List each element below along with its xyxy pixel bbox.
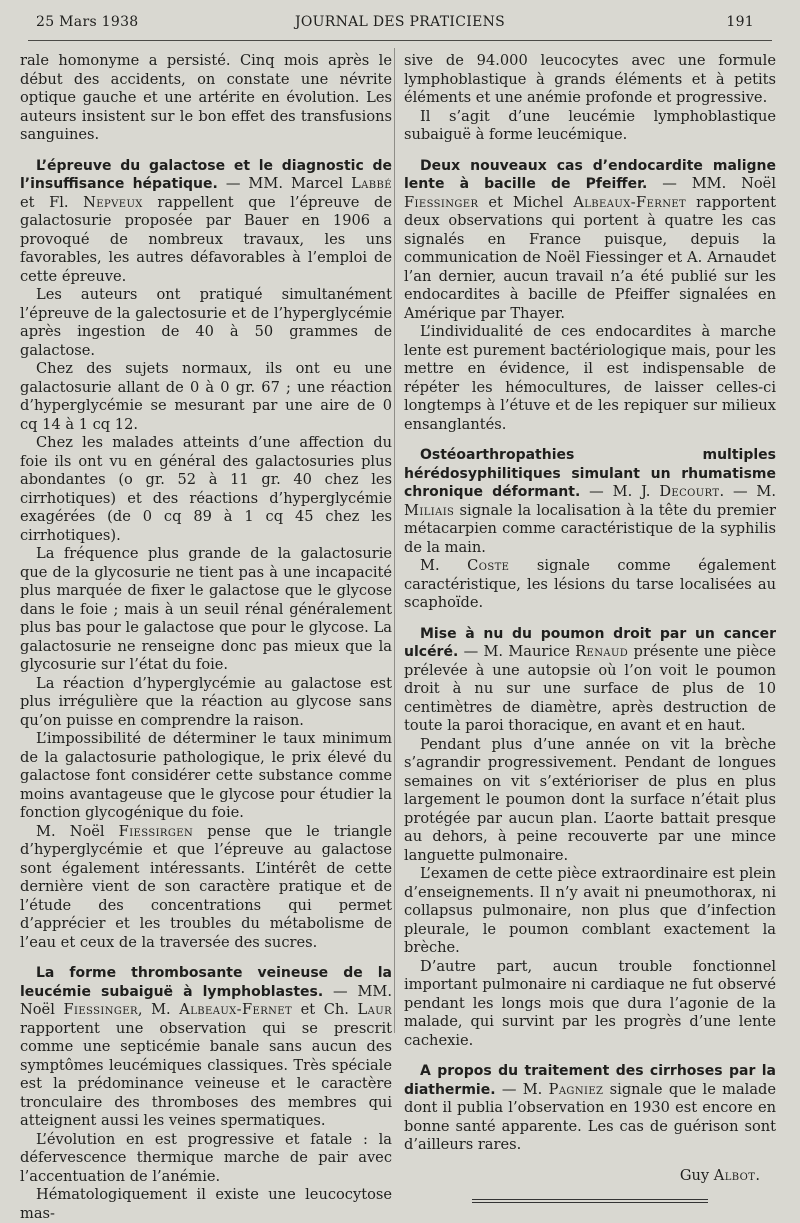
right-column (404, 52, 776, 1203)
journal-title: JOURNAL DES PRATICIENS (294, 14, 506, 30)
lead-text: M. Noël (36, 822, 119, 840)
article-osteoarthropathies (404, 446, 776, 613)
author-name: Laur (357, 1001, 393, 1018)
column-divider (394, 48, 395, 1033)
body-text: présente une pièce prélevée à une autopsie où l’on voit le poumon droit à nu sur une surface de plus de 10 centimètres de diamètre, après destruction de toute la paroi thoracique, en avant et en haut. (404, 643, 776, 734)
paragraph: Pendant plus d’une année on vit la brèche s’agrandir progressivement. Pendant de longues semaines on vit s’extérioriser de plus en plus largement le poumon dont la surface n’était plus protégée par aucun plan. L’aorte battait presque au dehors, à peine recouverte par une mince languette pulmonaire. (404, 735, 776, 864)
body-text: rappellent que l’épreuve de galactosurie proposée par Bauer en 1906 a provoqué de nombreux travaux, les uns favorables, les autres défavorables à l’emploi de cette épreuve. (20, 193, 392, 285)
paragraph: L’évolution en est progressive et fatale : la défervescence thermique marche de pair avec l’accentuation de l’anémie. (20, 1130, 392, 1185)
lead-text: — M. (495, 1080, 549, 1098)
body-text: pense que le triangle d’hyperglycémie et que l’épreuve au galactose sont également intéressants. L’intérêt de cette dernière vient de son caractère pratique et de l’étude des concentrations qui permet d’apprécier et les troubles du métabolisme de l’eau et ceux de la traversée des sucres. (20, 822, 392, 951)
article-lead (404, 446, 776, 557)
article-title: Mise à nu du poumon droit par un cancer ulcéré. (404, 625, 776, 660)
article-galactose (20, 157, 392, 953)
signature-last: Albot (713, 1166, 756, 1184)
article-lead (404, 625, 776, 736)
paragraph: L’individualité de ces endocardites à marche lente est purement bactériologique mais, pour les mettre en évidence, il est indispensable de répéter les hémocultures, de laisser celles-ci longtemps à l’étuve et de les repiquer sur milieux ensanglantés. (404, 323, 776, 433)
paragraph: Les auteurs ont pratiqué simultanément l’épreuve de la galectosurie et de l’hyperglycémie après ingestion de 40 à 50 grammes de galactose. (20, 286, 392, 359)
paragraph: L’examen de cette pièce extraordinaire est plein d’enseignements. Il n’y avait ni pneumothorax, ni collapsus pulmonaire, non plus que d’infection pleurale, le poumon comblant exactement la brèche. (404, 865, 776, 956)
page-header (0, 14, 800, 40)
paragraph: La réaction d’hyperglycémie au galactose est plus irrégulière que la réaction au glycose sans qu’on puisse en comprendre la raison. (20, 674, 392, 729)
article-lead (20, 157, 392, 287)
author-name: Coste (467, 557, 510, 574)
paragraph: La fréquence plus grande de la galactosurie que de la glycosurie ne tient pas à une incapacité plus marquée de fixer le galactose que le glycose dans le foie ; mais à un seuil rénal généralement plus bas pour le galactose que pour le glycose. La galactosurie ne renseigne donc pas mieux que la glycosurie sur l’état du foie. (20, 545, 392, 673)
signature (404, 1167, 776, 1186)
signature-suffix: . (755, 1166, 760, 1184)
paragraph: Hématologiquement il existe une leucocytose mas- (20, 1186, 392, 1222)
author-name: Fiessinger (404, 193, 479, 211)
signature-first: Guy (679, 1166, 714, 1184)
author-name: Albeaux-Fernet (573, 193, 687, 211)
body-text: rapportent une observation qui se prescrit comme une septicémie banale sans aucun des symptômes leucémiques classiques. Très spéciale est la prédominance veineuse et le caractère tronculaire des thromboses des membres qui atteignent aussi les veines spermatiques. (20, 1019, 392, 1129)
author-name: Labbé (351, 175, 392, 192)
author-name: Nepveux (83, 193, 143, 211)
author-name: Miliais (404, 501, 455, 519)
lead-text: , M. (137, 1001, 180, 1018)
article-title: Ostéoarthropathies multiples hérédosyphilitiques simulant un rhumatisme chronique déformant. (404, 447, 776, 500)
author-name: Renaud (575, 643, 629, 660)
header-rule (28, 40, 772, 41)
body-text: signale que le malade dont il publia l’observation en 1930 est encore en bonne santé apparente. Les cas de guérison sont d’ailleurs rares. (404, 1080, 777, 1153)
paragraph: Chez les malades atteints d’une affection du foie ils ont vu en général des galactosuries plus abondantes (o gr. 52 à 11 gr. 40 chez les cirrhotiques) et des réactions d’hyperglycémie exagérées (de 0 cq 89 à 1 cq 45 chez les cirrhotiques). (20, 434, 392, 544)
paragraph (20, 823, 392, 953)
lead-text: — MM. Noël (20, 982, 392, 1018)
article-endocardite (404, 157, 776, 435)
continued-paragraph: rale homonyme a persisté. Cinq mois après le début des accidents, on constate une névrite optique gauche et une artérite en évolution. Les auteurs insistent sur le bon effet des transfusions sanguines. (20, 52, 392, 143)
lead-text: et Ch. (292, 1001, 358, 1018)
paragraph: Chez des sujets normaux, ils ont eu une galactosurie allant de 0 à 0 gr. 67 ; une réaction d’hyperglycémie se mesurant par une aire de 0 cq 14 à 1 cq 12. (20, 360, 392, 433)
continued-paragraph: sive de 94.000 leucocytes avec une formule lymphoblastique à grands éléments et à petits éléments et une anémie profonde et progressive. (404, 52, 776, 106)
author-name: Albeaux-Fernet (179, 1001, 293, 1018)
lead-text: — MM. Noël (647, 175, 776, 192)
article-title: L’épreuve du galactose et le diagnostic de l’insuffisance hépatique. (20, 157, 392, 192)
paragraph (404, 557, 776, 613)
article-cirrhoses (404, 1062, 776, 1155)
body-text: rapportent deux observations qui portent à quatre les cas signalés en France puisque, depuis la communication de Noël Fiessinger et A. Arnaudet l’an dernier, aucun travail n’a été publié sur les endocardites à bacille de Pfeiffer signalées en Amérique par Thayer. (404, 193, 776, 322)
page-number: 191 (726, 14, 754, 30)
article-lead (404, 1062, 776, 1155)
author-name: Fiessirgen (118, 822, 194, 840)
article-poumon (404, 625, 776, 1051)
paragraph: D’autre part, aucun trouble fonctionnel important pulmonaire ni cardiaque ne fut observé pendant les longs mois que dura l’agonie de la malade, qui survint par les progrès d’une lente cachexie. (404, 957, 776, 1049)
lead-text: . — M. (719, 483, 776, 500)
lead-text: — M. Maurice (458, 643, 576, 660)
author-name: Pagniez (548, 1080, 604, 1098)
paragraph: L’impossibilité de déterminer le taux minimum de la galactosurie pathologique, le prix élevé du galactose font considérer cette substance comme moins avantageuse que le glycose pour étudier la fonction glycogénique du foie. (20, 730, 392, 821)
article-title: A propos du traitement des cirrhoses par la diathermie. (404, 1063, 776, 1098)
paragraph: Il s’agit d’une leucémie lymphoblastique subaiguë à forme leucémique. (404, 107, 776, 143)
end-rule (472, 1199, 708, 1203)
author-name: Fiessinger (63, 1001, 138, 1018)
lead-text: — M. J. (580, 483, 660, 500)
lead-text: — MM. Marcel (217, 175, 352, 192)
lead-text: M. (420, 557, 468, 574)
lead-text: et Fl. (20, 193, 84, 211)
article-title: Deux nouveaux cas d’endocardite maligne lente à bacille de Pfeiffer. (404, 157, 776, 192)
article-lead (404, 157, 776, 324)
body-text: signale la localisation à la tête du premier métacarpien comme caractéristique de la syphilis de la main. (404, 501, 776, 556)
author-name: Decourt (659, 483, 720, 500)
article-lead (20, 964, 392, 1131)
issue-date: 25 Mars 1938 (36, 14, 139, 30)
body-text: signale comme également caractéristique, les lésions du tarse localisées au scaphoïde. (404, 557, 776, 611)
lead-text: et Michel (478, 193, 574, 211)
article-leucemie (20, 964, 392, 1223)
left-column (20, 52, 392, 1223)
article-title: La forme thrombosante veineuse de la leucémie subaiguë à lymphoblastes. (20, 965, 392, 1000)
